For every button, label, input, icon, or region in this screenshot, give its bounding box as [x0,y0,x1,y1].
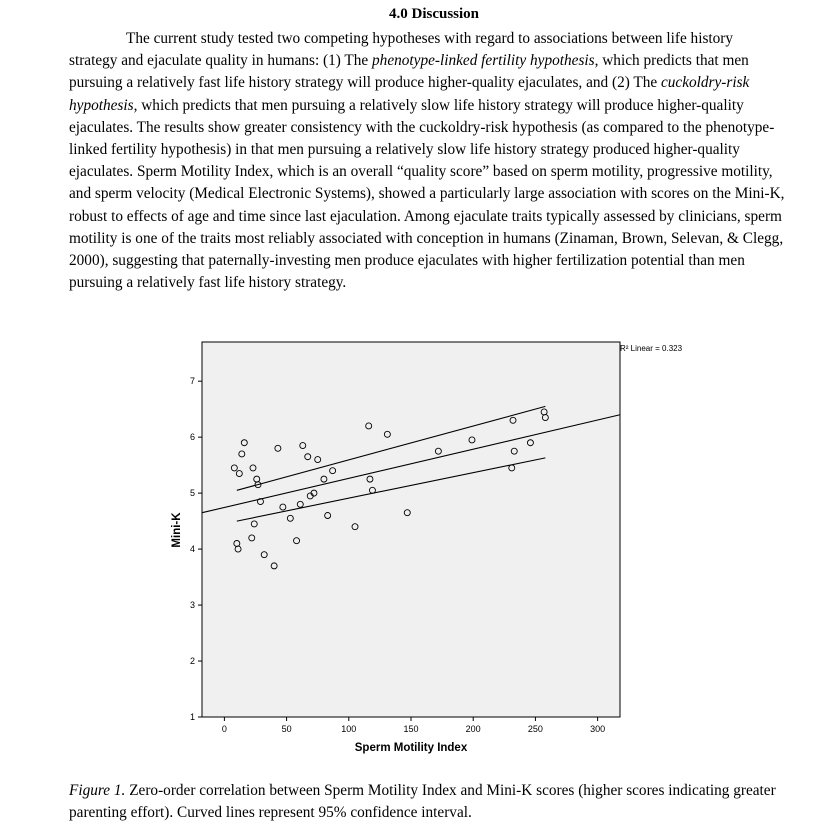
paragraph-text-3: , which predicts that men pursuing a relatively slow life history strategy will produce higher-quality ejaculates. The results show greater consistency with the cuckoldry-risk hypothesis (as compared to the phenotype-linked fertility hypothesis) in that men pursuing a relatively slow life history strategy produced higher-quality ejaculates. Sperm Motility Index, which is an overall “quality score” based on sperm motility, progressive motility, and sperm velocity (Medical Electronic Systems), showed a particularly large association with scores on the Mini-K, robust to effects of age and time since last ejaculation. Among ejaculate traits typically assessed by clinicians, sperm motility is one of the traits most reliably associated with conception in humans (Zinaman, Brown, Selevan, & Clegg, 2000), suggesting that paternally-investing men produce ejaculates with higher fertilization potential than men pursuing a relatively fast life history strategy. [69,96,785,292]
y-tick-label: 1 [189,712,195,722]
discussion-paragraph [69,28,785,294]
plot-area [202,342,620,717]
paragraph-italic-1: phenotype-linked fertility hypothesis [372,52,595,70]
y-tick-label: 6 [189,432,195,443]
x-tick-label: 200 [465,724,481,734]
y-tick-label: 7 [189,376,195,387]
section-heading: 4.0 Discussion [388,6,480,22]
y-tick-label: 5 [189,488,195,499]
x-tick-label: 250 [527,724,543,734]
y-tick-label: 4 [189,544,195,555]
y-tick-label: 2 [189,656,195,667]
x-tick-label: 0 [221,724,227,734]
paragraph-text-1: The current study tested two competing hypotheses with regard to associations between life history strategy and ejaculate quality in humans: (1) The [69,30,734,70]
y-tick-label: 3 [189,600,195,611]
x-tick-label: 150 [403,724,419,734]
caption-text: Zero-order correlation between Sperm Motility Index and Mini-K scores (higher scores indicating greater parenting effort). Curved lines represent 95% confidence interval. [69,782,776,821]
x-tick-label: 50 [281,724,292,734]
x-tick-label: 300 [590,724,606,734]
figure-caption [69,780,785,824]
discussion-body [69,28,785,294]
scatter-figure [160,338,720,758]
r2-annotation: R² Linear = 0.323 [620,344,683,353]
paragraph-text-2: , which predicts that men pursuing a relatively fast life history strategy will produce higher-quality ejaculates, and (2) The [69,52,749,92]
paragraph-italic-2: cuckoldry-risk hypothesis [69,74,750,114]
caption-label: Figure 1. [69,782,126,799]
x-tick-label: 100 [341,724,357,734]
y-axis-label: Mini-K [171,512,183,548]
scatter-chart [160,338,720,758]
x-axis-label: Sperm Motility Index [354,742,468,754]
